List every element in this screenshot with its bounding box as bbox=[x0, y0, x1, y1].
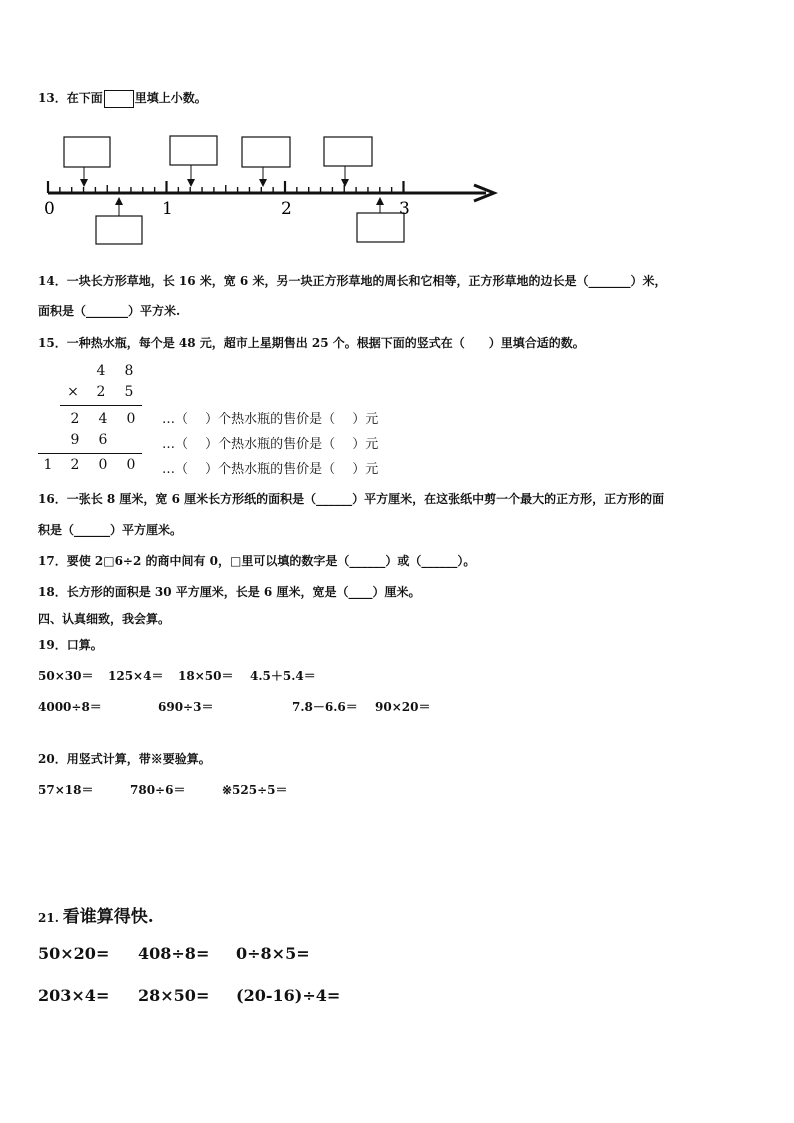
answer-box-6 bbox=[357, 213, 404, 242]
tick-label-3: 3 bbox=[399, 199, 410, 219]
pointer-6-head bbox=[376, 197, 384, 205]
q21-number: 21. bbox=[38, 911, 59, 925]
q17-line1: 17．要使 2□6÷2 的商中间有 0，□里可以填的数字是（______）或（______）。 bbox=[38, 554, 476, 568]
pointer-4-head bbox=[341, 179, 349, 187]
q20-r1-c1: 57×18＝ bbox=[38, 783, 94, 797]
r2-times: × bbox=[67, 384, 79, 400]
tick-label-1: 1 bbox=[162, 199, 173, 219]
r1-d1: 4 bbox=[96, 363, 106, 379]
r2-d1: 2 bbox=[96, 384, 106, 400]
r5-d4: 0 bbox=[126, 457, 136, 473]
r3-d1: 2 bbox=[70, 411, 80, 427]
r5-d1: 1 bbox=[43, 457, 53, 473]
tick-label-0: 0 bbox=[44, 199, 55, 219]
r4-d2: 6 bbox=[98, 432, 108, 448]
r5-d2: 2 bbox=[70, 457, 80, 473]
q13-text-before: 13．在下面 bbox=[38, 91, 103, 105]
pointer-2-head bbox=[187, 179, 195, 187]
answer-box-5 bbox=[96, 216, 142, 244]
q21-r1-c2: 408÷8= bbox=[138, 944, 210, 963]
q19-r2-c2: 690÷3＝ bbox=[158, 700, 214, 714]
q19-r2-c1: 4000÷8＝ bbox=[38, 700, 102, 714]
answer-box-4 bbox=[324, 137, 372, 166]
r3-d3: 0 bbox=[126, 411, 136, 427]
q19-r2-c4: 90×20＝ bbox=[375, 700, 431, 714]
q19-title: 19．口算。 bbox=[38, 638, 103, 652]
q21-r1-c3: 0÷8×5= bbox=[236, 944, 310, 963]
q20-r1-c3: ※525÷5＝ bbox=[222, 783, 288, 797]
q21-r2-c3: (20-16)÷4= bbox=[236, 986, 341, 1005]
answer-box-3 bbox=[242, 137, 290, 167]
q18-line1: 18．长方形的面积是 30 平方厘米，长是 6 厘米，宽是（____）厘米。 bbox=[38, 585, 421, 599]
answer-box-1 bbox=[64, 137, 110, 167]
section-4-heading: 四、认真细致，我会算。 bbox=[38, 612, 171, 626]
r4-d1: 9 bbox=[70, 432, 80, 448]
pointer-3-head bbox=[259, 179, 267, 187]
q20-title: 20．用竖式计算，带※要验算。 bbox=[38, 752, 211, 766]
q19-r1-c2: 125×4＝ bbox=[108, 669, 164, 683]
rule-2 bbox=[38, 453, 142, 454]
r1-d2: 8 bbox=[124, 363, 134, 379]
r2-d2: 5 bbox=[124, 384, 134, 400]
q15-note3: …（ ）个热水瓶的售价是（ ）元 bbox=[162, 462, 379, 477]
q21-r2-c1: 203×4= bbox=[38, 986, 110, 1005]
q21-r2-c2: 28×50= bbox=[138, 986, 210, 1005]
r3-d2: 4 bbox=[98, 411, 108, 427]
q19-r1-c3: 18×50＝ bbox=[178, 669, 234, 683]
number-line-figure bbox=[38, 125, 508, 253]
q14-line2: 面积是（_______）平方米. bbox=[38, 304, 181, 318]
r5-d3: 0 bbox=[98, 457, 108, 473]
q16-line1: 16．一张长 8 厘米，宽 6 厘米长方形纸的面积是（______）平方厘米，在这张纸中剪一个最大的正方形，正方形的面 bbox=[38, 492, 665, 506]
rule-1 bbox=[60, 405, 142, 406]
number-line-svg bbox=[38, 125, 508, 250]
q13-prompt bbox=[38, 89, 207, 108]
q13-sample-box bbox=[104, 90, 134, 108]
q19-r1-c4: 4.5＋5.4＝ bbox=[250, 669, 316, 683]
q21-title-line bbox=[38, 902, 154, 927]
axis-ticks bbox=[48, 181, 404, 193]
q15-note2: …（ ）个热水瓶的售价是（ ）元 bbox=[162, 437, 379, 452]
answer-box-2 bbox=[170, 136, 217, 165]
q14-line1: 14．一块长方形草地，长 16 米，宽 6 米，另一块正方形草地的周长和它相等，正方形草地的边长是（_______）米， bbox=[38, 274, 667, 288]
pointer-5-head bbox=[115, 197, 123, 205]
q21-r1-c1: 50×20= bbox=[38, 944, 110, 963]
q19-r2-c3: 7.8－6.6＝ bbox=[292, 700, 358, 714]
q15-line1: 15．一种热水瓶，每个是 48 元，超市上星期售出 25 个。根据下面的竖式在（ ）里填合适的数。 bbox=[38, 336, 585, 350]
pointer-1-head bbox=[80, 179, 88, 187]
q19-r1-c1: 50×30＝ bbox=[38, 669, 94, 683]
q13-text-after: 里填上小数。 bbox=[134, 91, 207, 105]
tick-label-2: 2 bbox=[281, 199, 292, 219]
q21-title: 看谁算得快. bbox=[62, 907, 154, 927]
q20-r1-c2: 780÷6＝ bbox=[130, 783, 186, 797]
q16-line2: 积是（______）平方厘米。 bbox=[38, 523, 183, 537]
q15-note1: …（ ）个热水瓶的售价是（ ）元 bbox=[162, 412, 379, 427]
